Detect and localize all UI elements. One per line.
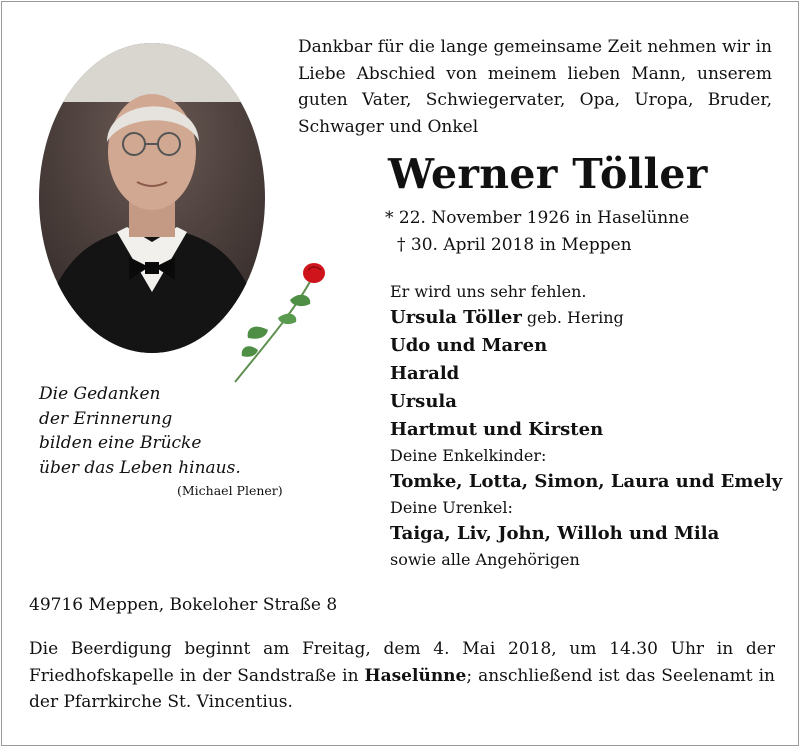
mourners-intro: Er wird uns sehr fehlen. bbox=[390, 282, 587, 301]
child-entry: Ursula bbox=[390, 391, 457, 412]
funeral-text-2: ; anschließend ist das Seelenamt in der Pfarrkirche St. Vincentius. bbox=[29, 665, 775, 712]
death-date: † 30. April 2018 in Meppen bbox=[397, 235, 632, 255]
quote-line: der Erinnerung bbox=[39, 408, 173, 429]
great-grandchildren-label: Deine Urenkel: bbox=[390, 498, 513, 517]
funeral-text-1: Die Beerdigung beginnt am Freitag, dem 4. Mai 2018, um 14.30 Uhr in der Friedhofskapelle in der Sandstraße in bbox=[29, 639, 775, 686]
spouse bbox=[390, 304, 782, 332]
funeral-place: Haselünne bbox=[364, 665, 467, 686]
quote-line: bilden eine Brücke bbox=[39, 433, 202, 453]
grandchildren-label: Deine Enkelkinder: bbox=[390, 446, 547, 465]
life-dates bbox=[385, 205, 689, 259]
quote-line: über das Leben hinaus. bbox=[39, 457, 241, 478]
birth-date: * 22. November 1926 in Haselünne bbox=[385, 208, 690, 228]
funeral-info bbox=[29, 636, 775, 716]
great-grandchildren-names: Taiga, Liv, John, Willoh und Mila bbox=[390, 523, 720, 544]
rose-icon bbox=[230, 260, 330, 385]
child-entry: Harald bbox=[390, 363, 460, 384]
intro-text: Dankbar für die lange gemeinsame Zeit nehmen wir in Liebe Abschied von meinem lieben Mann, unserem guten Vater, Schwiegervater, Opa, Uropa, Bruder, Schwager und Onkel bbox=[298, 37, 772, 137]
child-entry: Hartmut und Kirsten bbox=[390, 419, 604, 440]
address: 49716 Meppen, Bokeloher Straße 8 bbox=[29, 595, 338, 615]
deceased-name: Werner Töller bbox=[388, 150, 708, 198]
mourners-list bbox=[390, 280, 782, 572]
child-entry: Udo und Maren bbox=[390, 335, 548, 356]
quote-author: (Michael Plener) bbox=[177, 483, 283, 498]
quote-line: Die Gedanken bbox=[39, 384, 161, 404]
spouse-name: Ursula Töller bbox=[390, 307, 522, 328]
grandchildren-names: Tomke, Lotta, Simon, Laura und Emely bbox=[390, 471, 783, 492]
relatives: sowie alle Angehörigen bbox=[390, 550, 580, 569]
spouse-maiden-name: geb. Hering bbox=[521, 308, 624, 327]
obituary-notice bbox=[1, 1, 799, 746]
memorial-quote bbox=[39, 382, 241, 480]
